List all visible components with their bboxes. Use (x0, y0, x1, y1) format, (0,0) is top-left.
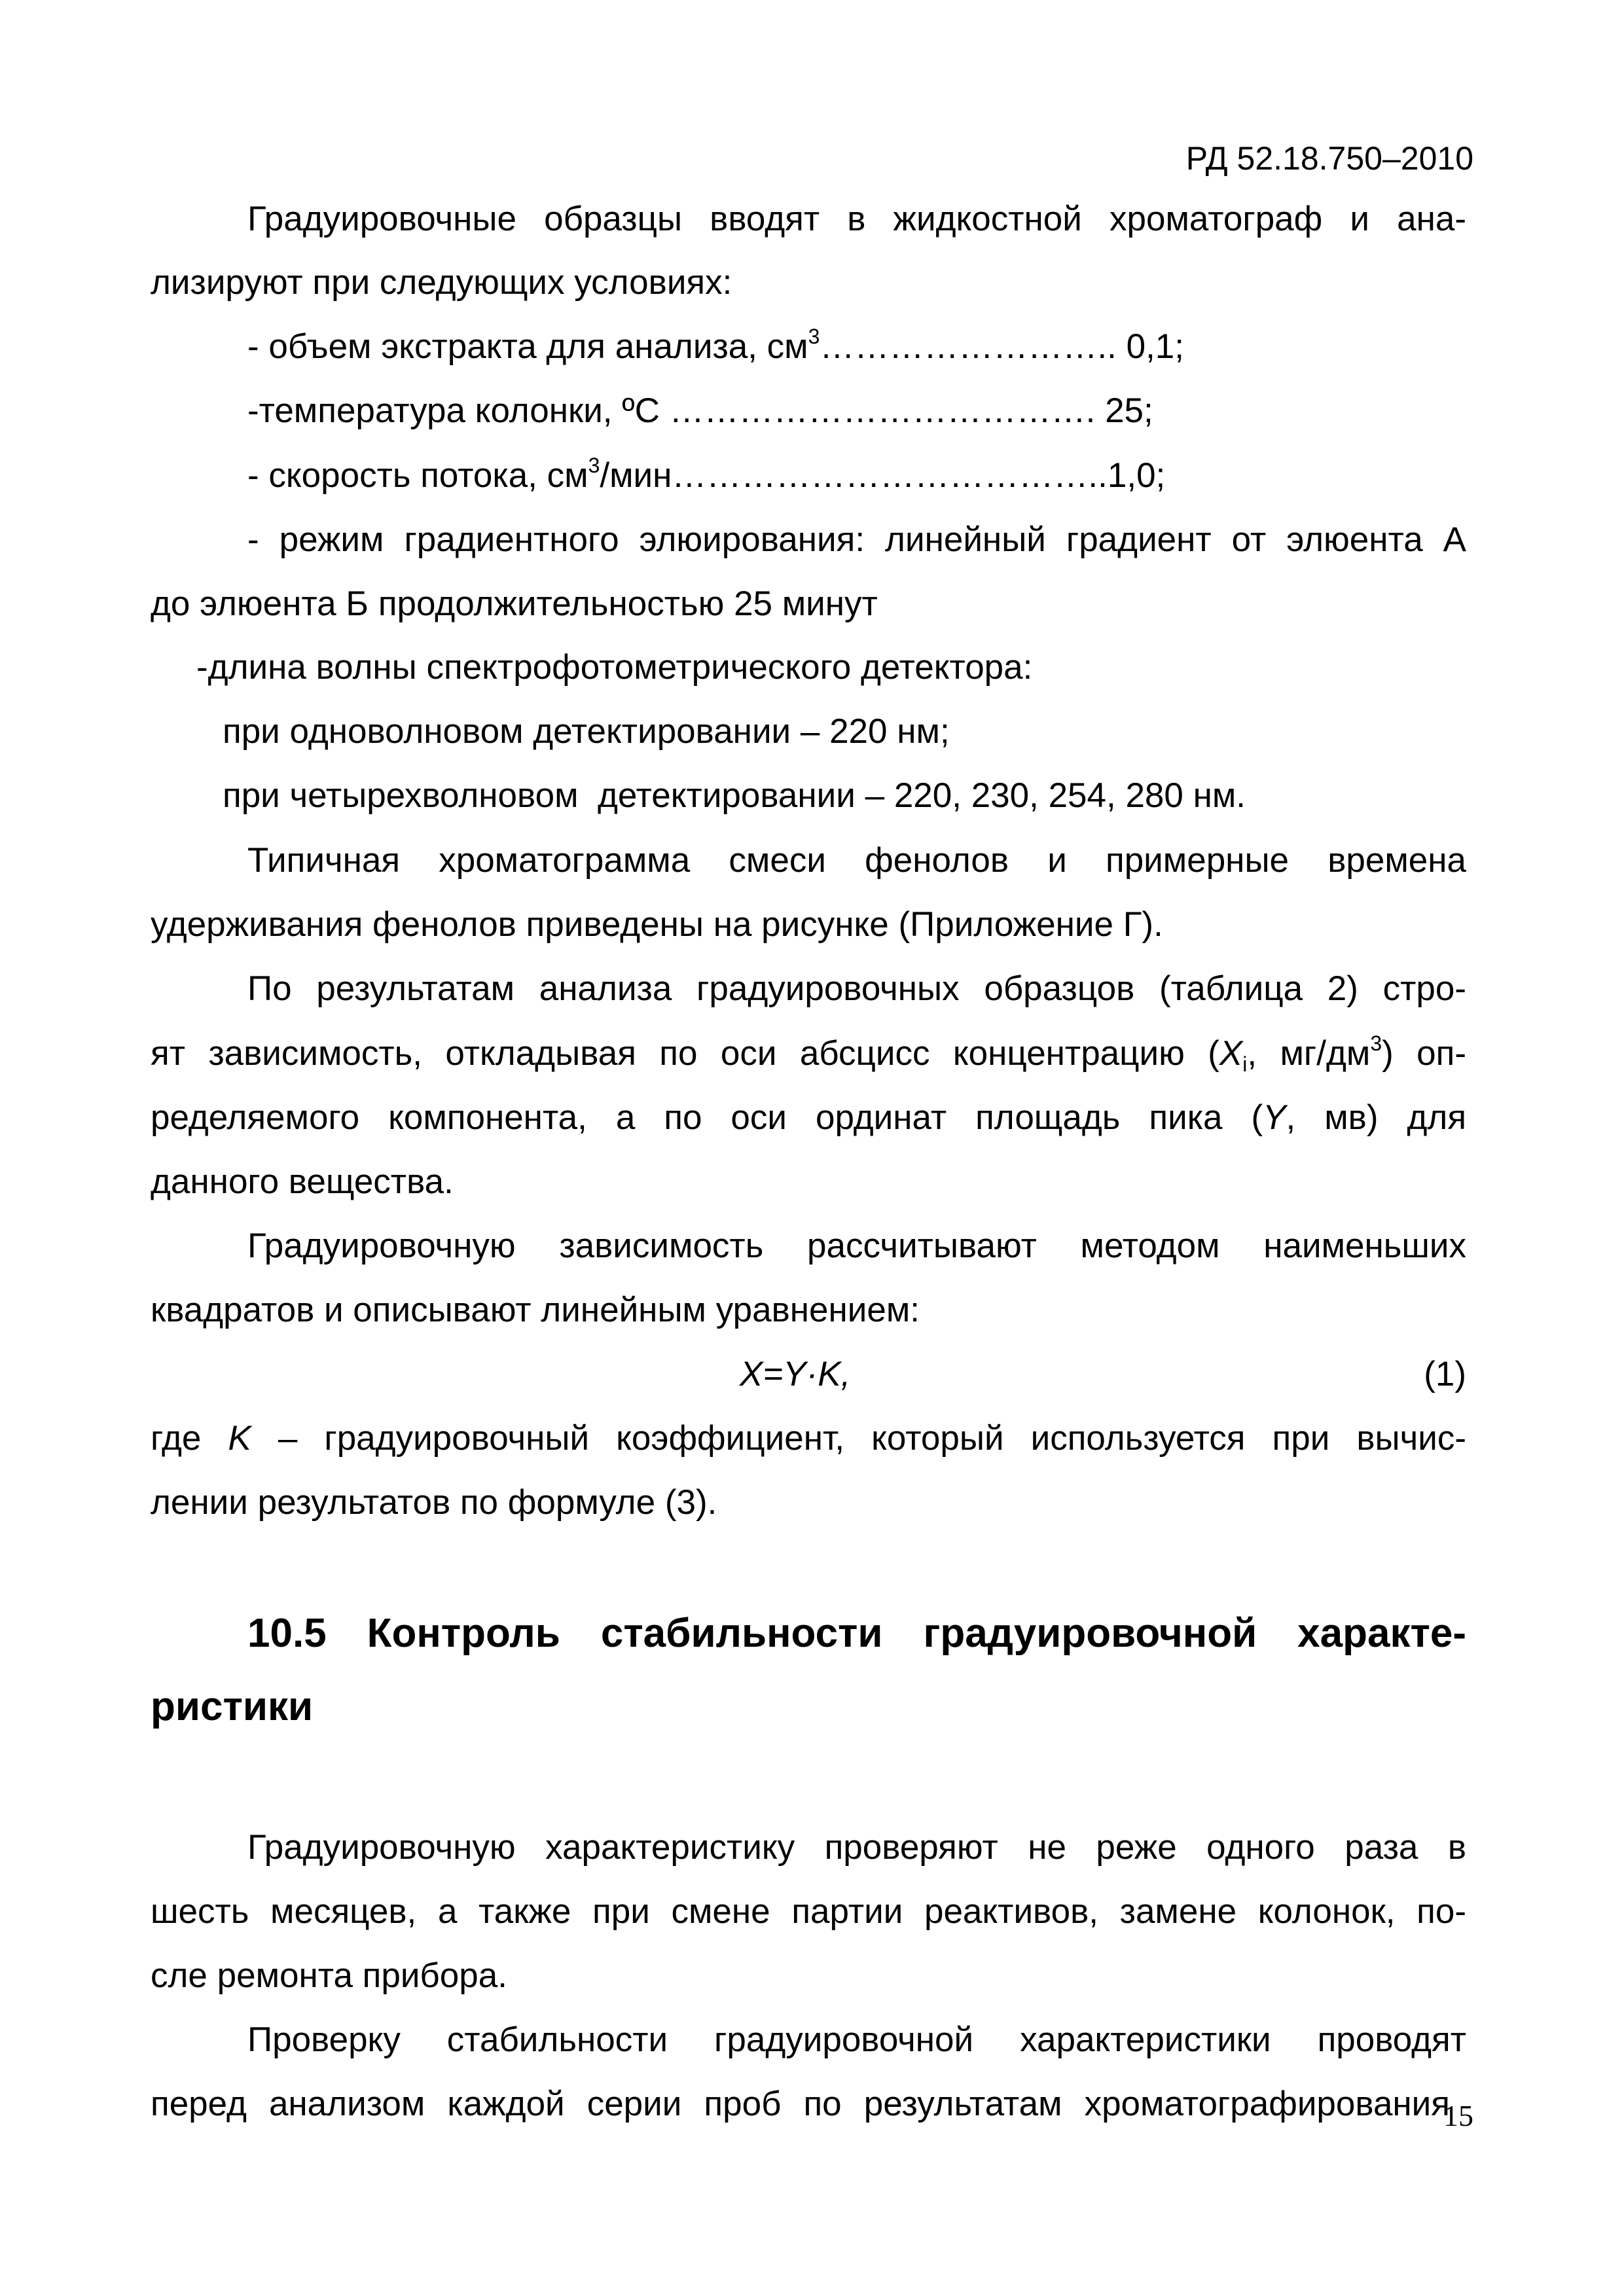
page-number: 15 (1443, 2099, 1473, 2132)
paragraph-line: Проверку стабильности градуировочной характеристики проводят (247, 2020, 1466, 2059)
paragraph-line: данного вещества. (151, 1162, 454, 1201)
condition-single-wave: при одноволновом детектировании – 220 нм; (223, 712, 950, 751)
paragraph-line: Градуировочные образцы вводят в жидкостной хроматограф и ана- (247, 200, 1466, 238)
condition-gradient-cont: до элюента Б продолжительностью 25 минут (151, 584, 878, 623)
section-heading: 10.5 Контроль стабильности градуировочной характе- (247, 1611, 1466, 1656)
paragraph-line: лении результатов по формуле (3). (151, 1483, 717, 1522)
condition-temperature: -температура колонки, ºС ………………………………. 25; (247, 391, 1153, 430)
paragraph-line: Градуировочную характеристику проверяют не реже одного раза в (247, 1828, 1466, 1867)
condition-flow: - скорость потока, $см^3/мин\dots\dots\dots\dots\dots\dots\dots\dots\dots\dots\dots\dots..1,0$; (247, 454, 1166, 495)
paragraph-line: квадратов и описывают линейным уравнением: (151, 1291, 920, 1329)
paragraph-line: где K – градуировочный коэффициент, который используется при вычис- (151, 1419, 1466, 1458)
equation-line (151, 1355, 1466, 1394)
condition-wavelength: -длина волны спектрофотометрического детектора: (196, 648, 1033, 687)
condition-four-wave: при четырехволновом детектировании – 220, 230, 254, 280 нм. (223, 776, 1246, 815)
equation-formula: X=Y·K, (740, 1355, 851, 1393)
condition-volume: - объем экстракта для анализа, $см^3\dots\dots\dots\dots\dots\dots\dots\dots$.. 0,1; (247, 325, 1184, 366)
paragraph-line: перед анализом каждой серии проб по результатам хроматографирования (151, 2085, 1450, 2123)
section-heading-cont: ристики (151, 1684, 314, 1729)
paragraph-line: Типичная хроматограмма смеси фенолов и примерные времена (247, 841, 1466, 880)
paragraph-line: удерживания фенолов приведены на рисунке (Приложение Г). (151, 905, 1163, 944)
paragraph-line: По результатам анализа градуировочных образцов (таблица 2) стро- (247, 969, 1466, 1008)
condition-gradient: - режим градиентного элюирования: линейный градиент от элюента А (247, 520, 1466, 559)
paragraph-line: Градуировочную зависимость рассчитывают методом наименьших (247, 1227, 1466, 1265)
equation-number: (1) (1424, 1355, 1466, 1393)
paragraph-line: ят зависимость, откладывая по оси абсцисс концентрацию ($X_i$, $мг/дм^3$) оп- (151, 1031, 1466, 1076)
document-code: РД 52.18.750–2010 (1185, 140, 1473, 177)
paragraph-line: шесть месяцев, а также при смене партии реактивов, замене колонок, по- (151, 1892, 1466, 1931)
paragraph-line: лизируют при следующих условиях: (151, 263, 732, 302)
paragraph-line: сле ремонта прибора. (151, 1956, 507, 1995)
paragraph-line: ределяемого компонента, а по оси ординат площадь пика (Y, мв) для (151, 1098, 1467, 1137)
